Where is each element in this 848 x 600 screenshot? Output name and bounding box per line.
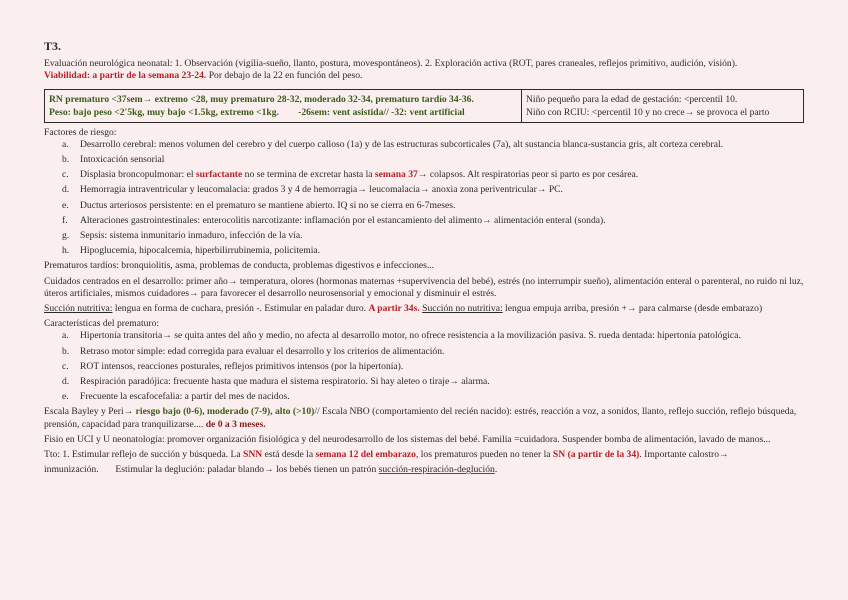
small-for-age: Niño pequeño para la edad de gestación: <percentil 10. (526, 93, 738, 105)
viability-text: Por debajo de la 22 en función del peso. (206, 70, 363, 82)
table-cell-right (522, 89, 804, 122)
section-title: T3. (44, 39, 62, 53)
suction-line (44, 303, 812, 315)
nutritive-from: A partir 34s. (368, 303, 420, 315)
treatment-line: Tto: 1. Estimular reflejo de succión y búsqueda. La SNN está desde la semana 12 del embarazo, los prematuros pueden no tener la SN (a partir de la 34). Importante calostro→ (44, 449, 729, 461)
characteristics-header: Características del prematuro: (44, 318, 160, 330)
list-item: d. Respiración paradójica: frecuente hasta que madura el sistema respiratorio. Si hay aleteo o tiraje→ alarma. (62, 376, 490, 388)
developmental-care: Cuidados centrados en el desarrollo: primer año→ temperatura, olores (hormonas maternas +supervivencia del bebé), estrés (no interrumpir sueño), alimentación enteral o parenteral, no ruido ni luz, úteros artificiales, mismos cuidadores→ para favorecer el desarrollo neurosensorial y emocional y disminuir el estrés. (44, 275, 804, 299)
swallow-pattern: succión-respiración-deglución (378, 464, 495, 476)
list-item: f. Alteraciones gastrointestinales: enterocolitis narcotizante: inflamación por el estancamiento del alimento→ alimentación enteral (sonda). (62, 214, 606, 226)
list-item: c. ROT intensos, reacciones posturales, reflejos primitivos intensos (por la hipertonía). (62, 360, 404, 372)
list-item: g. Sepsis: sistema inmunitario inmaduro, infección de la vía. (62, 230, 303, 242)
treatment-line-2: inmunización. Estimular la deglución: paladar blando→ los bebés tienen un patrón succión-respiración-deglución. (44, 464, 498, 476)
rciu-text: Niño con RCIU: <percentil 10 y no crece→ se provoca el parto (526, 106, 770, 118)
physio-line: Fisio en UCI y U neonatología: promover organización fisiológica y del neurodesarrollo de los sistemas del bebé. Familia =cuidadora. Suspender bomba de alimentación, lavado de manos... (44, 433, 771, 445)
late-preterm-line: Prematuros tardíos: bronquiolitis, asma, problemas de conducta, problemas digestivos e infecciones... (44, 260, 435, 272)
intro-line: Evaluación neurológica neonatal: 1. Observación (vigilia-sueño, llanto, postura, movespontáneos). 2. Exploración activa (ROT, pares craneales, reflejos primitivo, audición, visión). (44, 58, 738, 70)
characteristics-list (44, 330, 812, 403)
weight-classes (49, 106, 517, 119)
table-cell-left (45, 89, 522, 122)
risk-header: Factores de riesgo: (44, 126, 117, 138)
non-nutritive-text: lengua empuja arriba, presión +→ para calmarse (desde embarazo) (502, 303, 763, 315)
nutritive-text: lengua en forma de cuchara, presión -. Estimular en paladar duro. (112, 303, 369, 315)
viability-line (44, 70, 812, 82)
list-item: a. Hipertonía transitoria→ se quita antes del año y medio, no afecta al desarrollo motor, no ofrece resistencia a la movilización pasiva. S. rueda dentada: hipertonía patológica. (62, 330, 741, 342)
risk-list (44, 139, 812, 258)
list-item: b. Intoxicación sensorial (62, 154, 165, 166)
bayley-scale: Escala Bayley y Peri→ riesgo bajo (0-6), moderado (7-9), alto (>10)// Escala NBO (comportamiento del recién nacido): estrés, reacción a voz, a sonidos, llanto, reflejo succión, reflejo búsqueda, prensión, capacidad para tranquilizarse.... de 0 a 3 meses. (44, 406, 797, 430)
list-item: c. Displasia broncopulmonar: el surfactante no se termina de excretar hasta la semana 37→ colapsos. Alt respiratorias peor si parto es por cesárea. (62, 169, 639, 181)
non-nutritive-label: Succión no nutritiva: (422, 303, 503, 315)
weight-text: Peso: bajo peso <2'5kg, muy bajo <1.5kg, extremo <1kg. (49, 106, 279, 118)
prematurity-table (44, 89, 804, 123)
list-item: e. Ductus arteriosos persistente: en el prematuro se mantiene abierto. IQ si no se cierra en 6-7meses. (62, 199, 456, 211)
ventilation-text: -26sem: vent asistida// -32: vent artificial (298, 106, 465, 118)
nutritive-label: Succión nutritiva: (44, 303, 113, 315)
list-item: b. Retraso motor simple: edad corregida para evaluar el desarrollo y los criterios de alimentación. (62, 345, 445, 357)
list-item: h. Hipoglucemia, hipocalcemia, hiperbilirrubinemia, policitemia. (62, 245, 321, 257)
list-item: e. Frecuente la escafocefalia: a partir del mes de nacidos. (62, 391, 290, 403)
viability-label: Viabilidad: a partir de la semana 23-24. (44, 70, 207, 82)
prematurity-classes: RN prematuro <37sem→ extremo <28, muy prematuro 28-32, moderado 32-34, prematuro tardío 34-36. (49, 93, 474, 105)
list-item: a. Desarrollo cerebral: menos volumen del cerebro y del cuerpo calloso (1a) y de las estructuras subcorticales (7a), alt sustancia blanca-sustancia gris, alt corteza cerebral. (62, 138, 724, 150)
list-item: d. Hemorragia intraventricular y leucomalacia: grados 3 y 4 de hemorragia→ leucomalacia→ anoxia zona periventricular→ PC. (62, 184, 563, 196)
